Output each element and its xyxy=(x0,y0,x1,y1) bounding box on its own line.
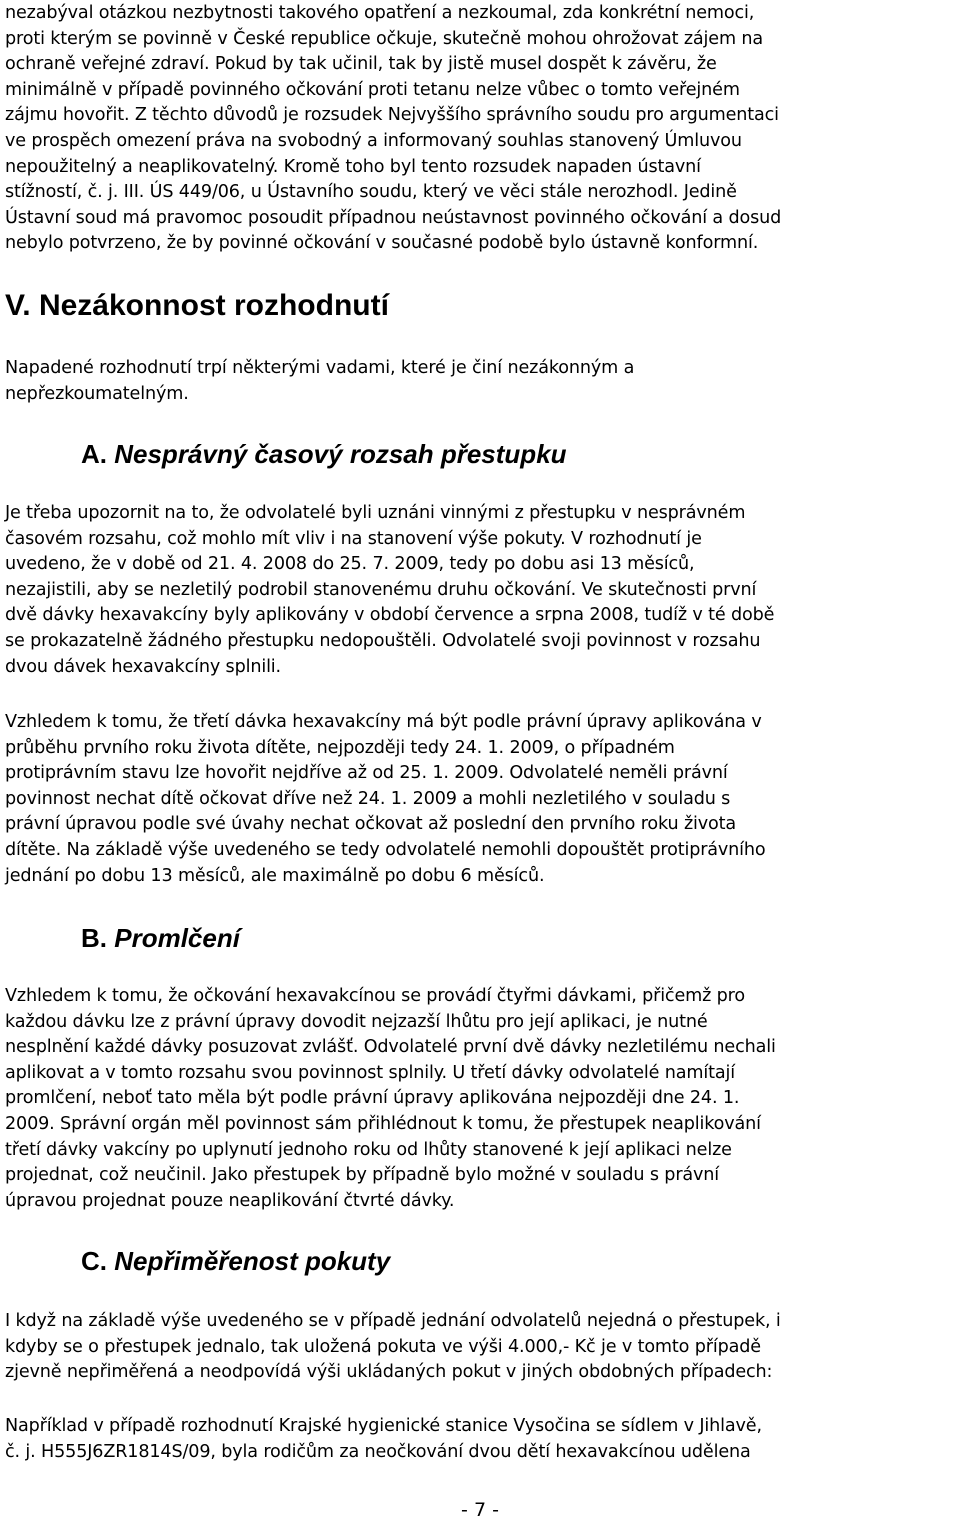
text-line: jednání po dobu 13 měsíců, ale maximálně po dobu 6 měsíců. xyxy=(5,865,545,886)
text-line: průběhu prvního roku života dítěte, nejpozději tedy 24. 1. 2009, o případném xyxy=(5,737,675,758)
paragraph-casovy-rozsah xyxy=(5,501,774,680)
text-line: kdyby se o přestupek jednalo, tak uložená pokuta ve výši 4.000,- Kč je v tomto případě xyxy=(5,1336,761,1357)
text-line: č. j. H555J6ZR1814S/09, byla rodičům za neočkování dvou dětí hexavakcínou udělena xyxy=(5,1441,751,1462)
paragraph-promlceni xyxy=(5,984,776,1214)
text-line: ochraně veřejné zdraví. Pokud by tak učinil, tak by jistě musel dospět k závěru, že xyxy=(5,54,717,75)
text-line: proti kterým se povinně v České republice očkuje, skutečně mohou ohrožovat zájem na xyxy=(5,28,764,49)
section-title: Nesprávný časový rozsah přestupku xyxy=(114,439,567,469)
paragraph-treti-davka xyxy=(5,710,766,889)
section-number: A. xyxy=(81,439,107,469)
text-line: úpravou projednat pouze neaplikování čtvrté dávky. xyxy=(5,1190,455,1211)
text-line: ve prospěch omezení práva na svobodný a informovaný souhlas stanovený Úmluvou xyxy=(5,130,742,151)
section-heading-c xyxy=(5,1246,390,1276)
text-line: stížností, č. j. III. ÚS 449/06, u Ústavního soudu, který ve věci stále nerozhodl. Jedině xyxy=(5,182,737,203)
section-heading-b xyxy=(5,923,240,953)
page-number: - 7 - xyxy=(461,1499,499,1521)
section-number: B. xyxy=(81,923,107,953)
text-line: nesplnění každé dávky posuzovat zvlášť. Odvolatelé první dvě dávky nezletilému nechali xyxy=(5,1037,776,1058)
text-line: nepřezkoumatelným. xyxy=(5,383,189,404)
text-line: každou dávku lze z právní úpravy dovodit nejzazší lhůtu pro její aplikaci, je nutné xyxy=(5,1011,708,1032)
section-number: V. xyxy=(5,289,31,322)
text-line: třetí dávky vakcíny po uplynutí jednoho roku od lhůty stanovené k její aplikaci nelze xyxy=(5,1139,732,1160)
text-line: nepoužitelný a neaplikovatelný. Kromě toho byl tento rozsudek napaden ústavní xyxy=(5,156,701,177)
text-line: minimálně v případě povinného očkování proti tetanu nelze vůbec o tomto veřejném xyxy=(5,79,740,100)
paragraph-priklad xyxy=(5,1414,762,1465)
section-title: Nezákonnost rozhodnutí xyxy=(38,289,389,322)
section-heading-a xyxy=(5,439,567,469)
text-line: dítěte. Na základě výše uvedeného se tedy odvolatelé nemohli dopouštět protiprávního xyxy=(5,839,766,860)
text-line: aplikovat a v tomto rozsahu svou povinnost splnily. U třetí dávky odvolatelé namítají xyxy=(5,1062,735,1083)
paragraph-ustavni-soud xyxy=(5,1,781,257)
text-line: se prokazatelně žádného přestupku nedopouštěli. Odvolatelé svoji povinnost v rozsahu xyxy=(5,630,761,651)
text-line: 2009. Správní orgán měl povinnost sám přihlédnout k tomu, že přestupek neaplikování xyxy=(5,1113,761,1134)
section-number: C. xyxy=(81,1246,107,1276)
section-heading-v xyxy=(5,289,389,323)
section-title: Promlčení xyxy=(114,923,240,953)
text-line: protiprávním stavu lze hovořit nejdříve až od 25. 1. 2009. Odvolatelé neměli právní xyxy=(5,763,728,784)
text-line: projednat, což neučinil. Jako přestupek by případně bylo možné v souladu s právní xyxy=(5,1165,720,1186)
text-line: časovém rozsahu, což mohlo mít vliv i na stanovení výše pokuty. V rozhodnutí je xyxy=(5,528,702,549)
text-line: povinnost nechat dítě očkovat dříve než 24. 1. 2009 a mohli nezletilého v souladu s xyxy=(5,788,731,809)
text-line: promlčení, neboť tato měla být podle právní úpravy aplikována nejpozději dne 24. 1. xyxy=(5,1088,740,1109)
text-line: Vzhledem k tomu, že očkování hexavakcínou se provádí čtyřmi dávkami, přičemž pro xyxy=(5,986,745,1006)
text-line: zájmu hovořit. Z těchto důvodů je rozsudek Nejvyššího správního soudu pro argumentaci xyxy=(5,105,779,126)
text-line: Vzhledem k tomu, že třetí dávka hexavakcíny má být podle právní úpravy aplikována v xyxy=(5,712,762,732)
section-title: Nepřiměřenost pokuty xyxy=(114,1246,391,1276)
paragraph-intro xyxy=(5,356,634,407)
text-line: právní úpravou podle své úvahy nechat očkovat až poslední den prvního roku života xyxy=(5,814,737,835)
paragraph-neprimerenost xyxy=(5,1309,781,1386)
text-line: nebylo potvrzeno, že by povinné očkování v současné podobě bylo ústavně konformní. xyxy=(5,233,759,254)
text-line: Například v případě rozhodnutí Krajské hygienické stanice Vysočina se sídlem v Jihlavě, xyxy=(5,1416,762,1436)
text-line: zjevně nepřiměřená a neodpovídá výši ukládaných pokut v jiných obdobných případech: xyxy=(5,1362,773,1383)
text-line: uvedeno, že v době od 21. 4. 2008 do 25. 7. 2009, tedy po dobu asi 13 měsíců, xyxy=(5,554,695,575)
text-line: I když na základě výše uvedeného se v případě jednání odvolatelů nejedná o přestupek, i xyxy=(5,1311,781,1331)
text-line: Napadené rozhodnutí trpí některými vadami, které je činí nezákonným a xyxy=(5,358,635,378)
text-line: nezabýval otázkou nezbytnosti takového opatření a nezkoumal, zda konkrétní nemoci, xyxy=(5,3,755,23)
text-line: Ústavní soud má pravomoc posoudit případnou neústavnost povinného očkování a dosud xyxy=(5,207,782,228)
text-line: nezajistili, aby se nezletilý podrobil stanovenému druhu očkování. Ve skutečnosti první xyxy=(5,579,757,600)
text-line: dvou dávek hexavakcíny splnili. xyxy=(5,656,281,677)
text-line: dvě dávky hexavakcíny byly aplikovány v období července a srpna 2008, tudíž v té době xyxy=(5,605,775,626)
text-line: Je třeba upozornit na to, že odvolatelé byli uznáni vinnými z přestupku v nesprávném xyxy=(5,503,746,523)
